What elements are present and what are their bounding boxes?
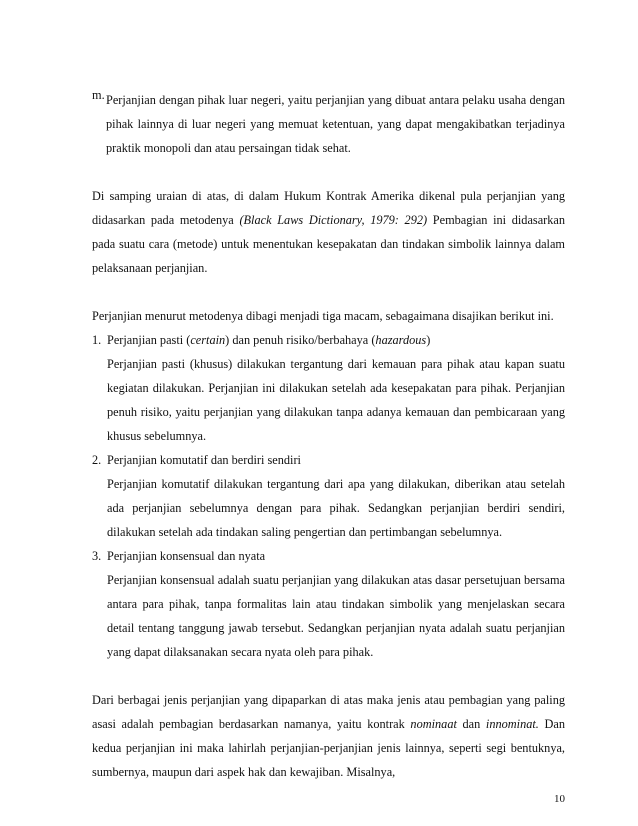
list-item-body: Perjanjian konsensual adalah suatu perjanjian yang dilakukan atas dasar persetujuan bersama antara para pihak, tanpa formalitas lain atau tindakan simbolik yang menjelaskan secara detail tentang tanggung jawab tersebut. Sedangkan perjanjian nyata adalah suatu perjanjian yang dapat dilaksanakan secara nyata oleh para pihak. bbox=[107, 573, 565, 659]
paragraph-1-text-b: Pembagian ini didasarkan pada suatu cara (metode) untuk menentukan kesepakatan dan tindakan simbolik lainnya dalam pelaksanaan perjanjian. bbox=[92, 213, 566, 275]
page-number: 10 bbox=[554, 793, 565, 805]
list-item-body: Perjanjian komutatif dilakukan tergantung dari apa yang dilakukan, diberikan atau setelah ada perjanjian sebelumnya dengan para pihak. Sedangkan perjanjian berdiri sendiri, dilakukan setelah ada tindakan saling pengertian dan pertimbangan sebelumnya. bbox=[107, 477, 565, 539]
list-item-title: Perjanjian komutatif dan berdiri sendiri bbox=[107, 453, 301, 467]
list-item-text: Perjanjian dengan pihak luar negeri, yaitu perjanjian yang dibuat antara pelaku usaha dengan pihak lainnya di luar negeri yang memuat ketentuan, yang dapat mengakibatkan terjadinya praktik monopoli dan atau persaingan tidak sehat. bbox=[106, 93, 565, 155]
paragraph-1-text-a: Di samping uraian di atas, di dalam Hukum Kontrak Amerika dikenal pula perjanjian yang didasarkan pada metodenya bbox=[92, 189, 565, 227]
numbered-list bbox=[92, 328, 565, 664]
list-number: 2. bbox=[92, 453, 102, 467]
list-item-title: Perjanjian pasti (certain) dan penuh risiko/berbahaya (hazardous) bbox=[107, 333, 431, 347]
list-number: 3. bbox=[92, 549, 102, 563]
paragraph-1 bbox=[92, 184, 565, 280]
paragraph-2: Perjanjian menurut metodenya dibagi menjadi tiga macam, sebagaimana disajikan berikut ini. bbox=[92, 309, 554, 323]
list-item-2 bbox=[92, 448, 565, 544]
list-item-3 bbox=[92, 544, 565, 664]
paragraph-1-citation: (Black Laws Dictionary, 1979: 292) bbox=[239, 213, 428, 227]
term-nominaat: nominaat bbox=[410, 717, 457, 731]
list-item-m bbox=[92, 88, 565, 160]
list-item-body: Perjanjian pasti (khusus) dilakukan tergantung dari kemauan para pihak atau kapan suatu kegiatan dilakukan. Perjanjian ini dilakukan setelah ada kesepakatan para pihak. Perjanjian penuh risiko, yaitu perjanjian yang dilakukan tanpa adanya kemauan dan pembicaraan yang khusus sebelumnya. bbox=[107, 357, 565, 443]
list-number: 1. bbox=[92, 333, 102, 347]
term-innominat: innominat. bbox=[485, 717, 539, 731]
list-marker: m. bbox=[92, 88, 105, 102]
list-item-title: Perjanjian konsensual dan nyata bbox=[107, 549, 266, 563]
text-column bbox=[92, 88, 565, 784]
list-item-1 bbox=[92, 328, 565, 448]
paragraph-3: Dari berbagai jenis perjanjian yang dipaparkan di atas maka jenis atau pembagian yang paling asasi adalah pembagian berdasarkan namanya, yaitu kontrak nominaat dan innominat. Dan kedua perjanjian ini maka lahirlah perjanjian-perjanjian jenis lainnya, seperti segi bentuknya, sumbernya, maupun dari aspek hak dan kewajiban. Misalnya, bbox=[92, 693, 565, 779]
